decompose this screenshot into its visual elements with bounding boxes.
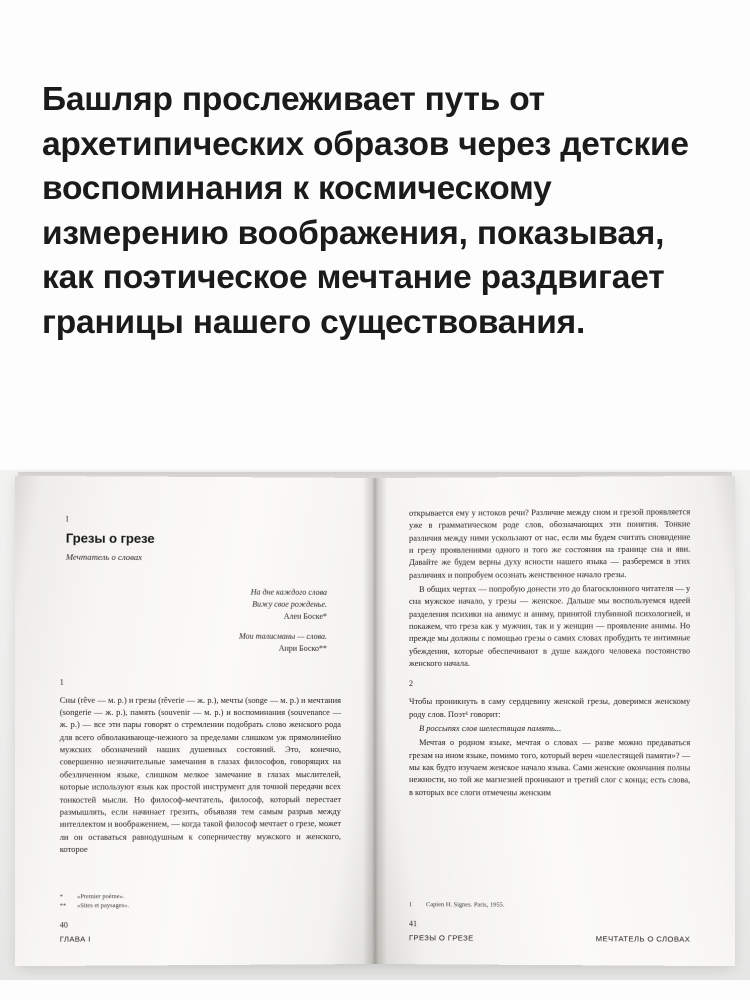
epigraph	[60, 586, 327, 655]
section-number: 1	[59, 677, 64, 687]
footnote	[60, 901, 341, 912]
footnote-mark: **	[59, 902, 67, 910]
section-number: 2	[409, 679, 414, 689]
chapter-subtitle: Мечтатель о словах	[65, 551, 143, 563]
running-head-right: МЕЧТАТЕЛЬ О СЛОВАХ	[595, 934, 691, 944]
footnote	[409, 901, 690, 912]
paragraph: Сны (rêve — м. р.) и грезы (rêverie — ж. р.), мечты (songe — м. р.) и мечтания (songerie — ж. р.), память (souvenir — м. р.) и воспоминания (souvenance — ж. р.) — все эти пары говорят о стремлении подобрать слово женского рода для всего обволакивающе-нежного за пределами слишком уж прямолинейно мужских обозначений наших душевных состояний. Это, конечно, совершенно незначительные замечания в глазах философов, говорящих на обезличенном языке, слишком мелкое замечание в глазах мыслителей, которые используют язык как простой инструмент для точной передачи всех тонкостей мысли. Но философ-мечтатель, философ, который перестает размышлять, если начинает грезить, объявляя тем самым разрыв между интеллектом и воображением, — когда такой философ мечтает о грезе, может ли он оставаться равнодушным к соперничеству мужского и женского, которое	[59, 695, 341, 854]
page-title: Башляр прослеживает путь от архетипических образов через детские воспоминания к космическому измерению воображения, показывая, как поэтическое мечтание раздвигает границы нашего существования.	[42, 81, 689, 341]
chapter-number: I	[65, 514, 69, 524]
epigraph-line-1: На дне каждого слова	[250, 587, 327, 597]
footnote-mark: *	[59, 893, 63, 901]
epigraph-source-2: Анри Боско**	[278, 643, 327, 653]
epigraph-line-2: Вижу свое рожденье.	[252, 599, 327, 609]
left-page-footnotes	[60, 891, 341, 912]
book-photo	[0, 470, 750, 980]
paragraph: открывается ему у истоков речи? Различие между сном и грезой проявляется уже в грамматическом роде слов, обозначающих эти понятия. Тонкие различия между ними ускользают от нас, если мы будем считать сновидение и грезу проявлениями одного и того же состояния на границе сна и яви. Давайте же будем верны духу ясности нашего языка — разберемся в этих различиях и попробуем осознать женственное начало грезы.	[409, 507, 691, 580]
footnote-text: «Premier poème».	[76, 892, 125, 901]
running-head-left: ГРЕЗЫ О ГРЕЗЕ	[409, 933, 474, 943]
epigraph-line-3: Мои талисманы — слова.	[238, 631, 327, 641]
right-page-footnotes	[409, 901, 690, 912]
chapter-title: Грезы о грезе	[65, 530, 155, 547]
footnote-text: Capien H. Signes. Paris, 1955.	[426, 901, 505, 909]
paragraph: Мечтая о родном языке, мечтая о словах — разве можно предаваться грезам на ином языке, помимо того, который верен «шелестящей памяти»? — мы как будто изучаем женское начало языка. Сами женские окончания полны нежности, но той же магнезией проникают и третий слог с конца; есть слова, в которых все слоги отмечены женским	[409, 738, 691, 797]
running-head: ГЛАВА I	[59, 934, 91, 944]
book-right-page	[375, 476, 735, 966]
page-folio: 41	[409, 919, 418, 929]
footnote-mark: 1	[409, 901, 413, 909]
verse-line: В россыпях слов шелестящая память...	[419, 723, 562, 733]
left-page-body	[60, 677, 341, 857]
epigraph-source-1: Ален Боске*	[283, 611, 327, 621]
paragraph: Чтобы проникнуть в саму сердцевину женской грезы, доверимся женскому роду слов. Поэт¹ говорит:	[409, 697, 691, 719]
right-page-body	[409, 506, 690, 799]
book-left-page	[15, 476, 375, 966]
open-book	[18, 478, 732, 964]
page-folio: 40	[59, 920, 68, 930]
footnote-text: «Sites et paysages».	[76, 902, 129, 910]
paragraph: В общих чертах — попробую донести это до благосклонного читателя — у сна мужское начало, у грезы — женское. Дальше мы воспользуемся идеей разделения психики на анимус и аниму, принятой глубинной психологией, и покажем, что греза как у мужчин, так и у женщин — проявление анимы. Но прежде мы должны с помощью грезы о самих словах пробудить те интимные убеждения, которые обеспечивают в душе каждого человека постоянство женского начала.	[409, 583, 691, 669]
